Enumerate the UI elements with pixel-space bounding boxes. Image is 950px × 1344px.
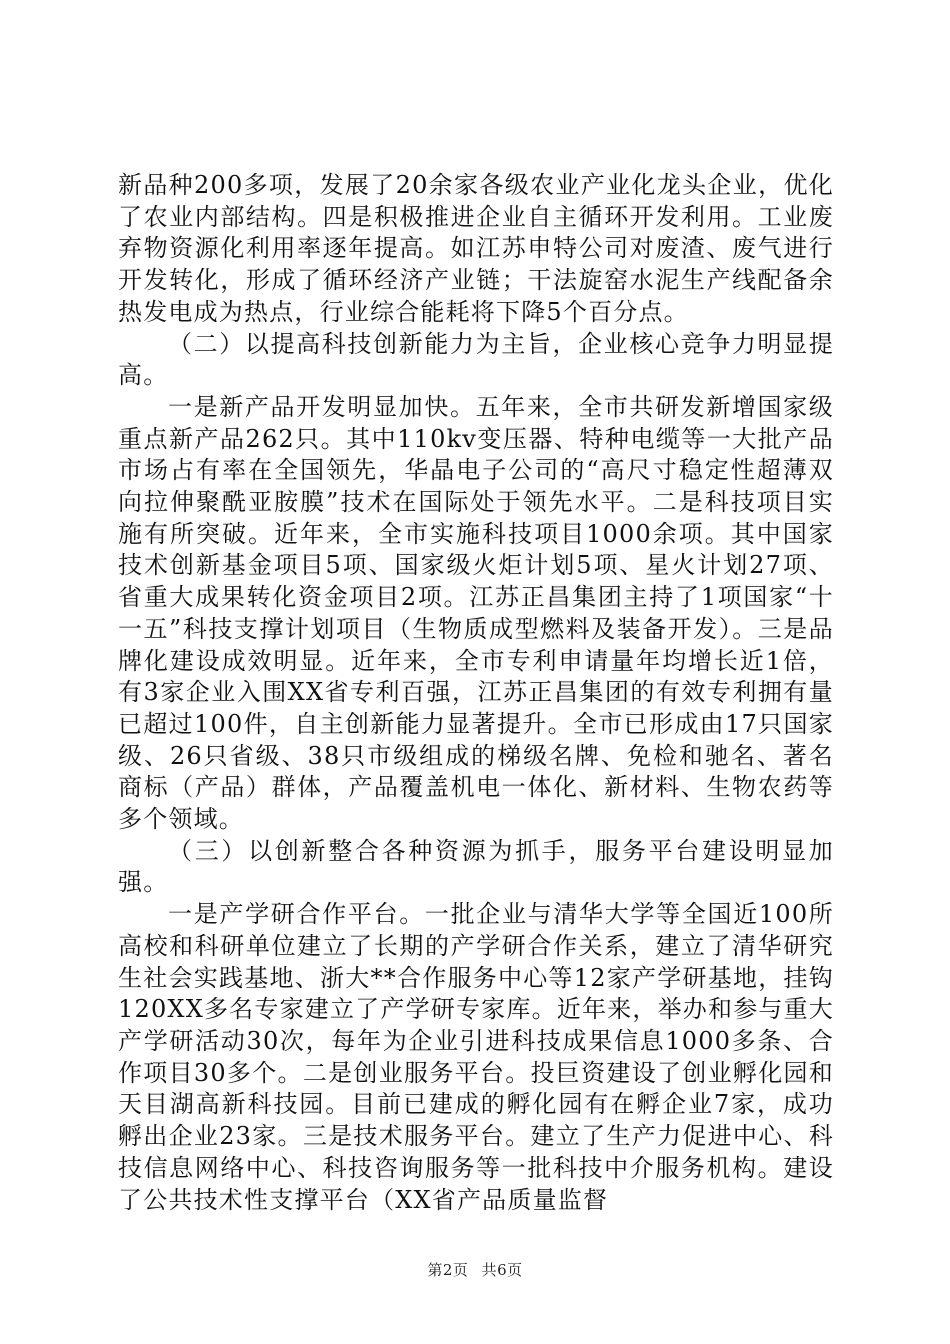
page-number: 第2页 <box>427 1261 469 1279</box>
paragraph-platforms: 一是产学研合作平台。一批企业与清华大学等全国近100所高校和科研单位建立了长期的产学研合作关系，建立了清华研究生社会实践基地、浙大**合作服务中心等12家产学研基地，挂钩120XX多名专家建立了产学研专家库。近年来，举办和参与重大产学研活动30次，每年为企业引进科技成果信息1000多条、合作项目30多个。二是创业服务平台。投巨资建设了创业孵化园和天目湖高新科技园。目前已建成的孵化园有在孵企业7家，成功孵出企业23家。三是技术服务平台。建立了生产力促进中心、科技信息网络中心、科技咨询服务等一批科技中介服务机构。建设了公共技术性支撑平台（XX省产品质量监督 <box>118 900 834 1214</box>
paragraph-innovation: 一是新产品开发明显加快。五年来，全市共研发新增国家级重点新产品262只。其中110kv变压器、特种电缆等一大批产品市场占有率在全国领先，华晶电子公司的“高尺寸稳定性超薄双向拉伸聚酰亚胺膜”技术在国际处于领先水平。二是科技项目实施有所突破。近年来，全市实施科技项目1000余项。其中国家技术创新基金项目5项、国家级火炬计划5项、星火计划27项、省重大成果转化资金项目2项。江苏正昌集团主持了1项国家“十一五”科技支撑计划项目（生物质成型燃料及装备开发）。三是品牌化建设成效明显。近年来，全市专利申请量年均增长近1倍，有3家企业入围XX省专利百强，江苏正昌集团的有效专利拥有量已超过100件，自主创新能力显著提升。全市已形成由17只国家级、26只省级、38只市级组成的梯级名牌、免检和驰名、著名商标（产品）群体，产品覆盖机电一体化、新材料、生物农药等多个领域。 <box>118 392 834 834</box>
page-total: 共6页 <box>481 1261 523 1279</box>
paragraph-continuation: 新品种200多项，发展了20余家各级农业产业化龙头企业，优化了农业内部结构。四是积极推进企业自主循环开发利用。工业废弃物资源化利用率逐年提高。如江苏申特公司对废渣、废气进行开发转化，形成了循环经济产业链；干法旋窑水泥生产线配备余热发电成为热点，行业综合能耗将下降5个百分点。 <box>118 171 834 326</box>
section-heading-3: （三）以创新整合各种资源为抓手，服务平台建设明显加强。 <box>118 836 834 897</box>
section-heading-2: （二）以提高科技创新能力为主旨，企业核心竞争力明显提高。 <box>118 329 834 390</box>
page-footer <box>0 1259 950 1280</box>
document-body <box>118 170 834 1216</box>
